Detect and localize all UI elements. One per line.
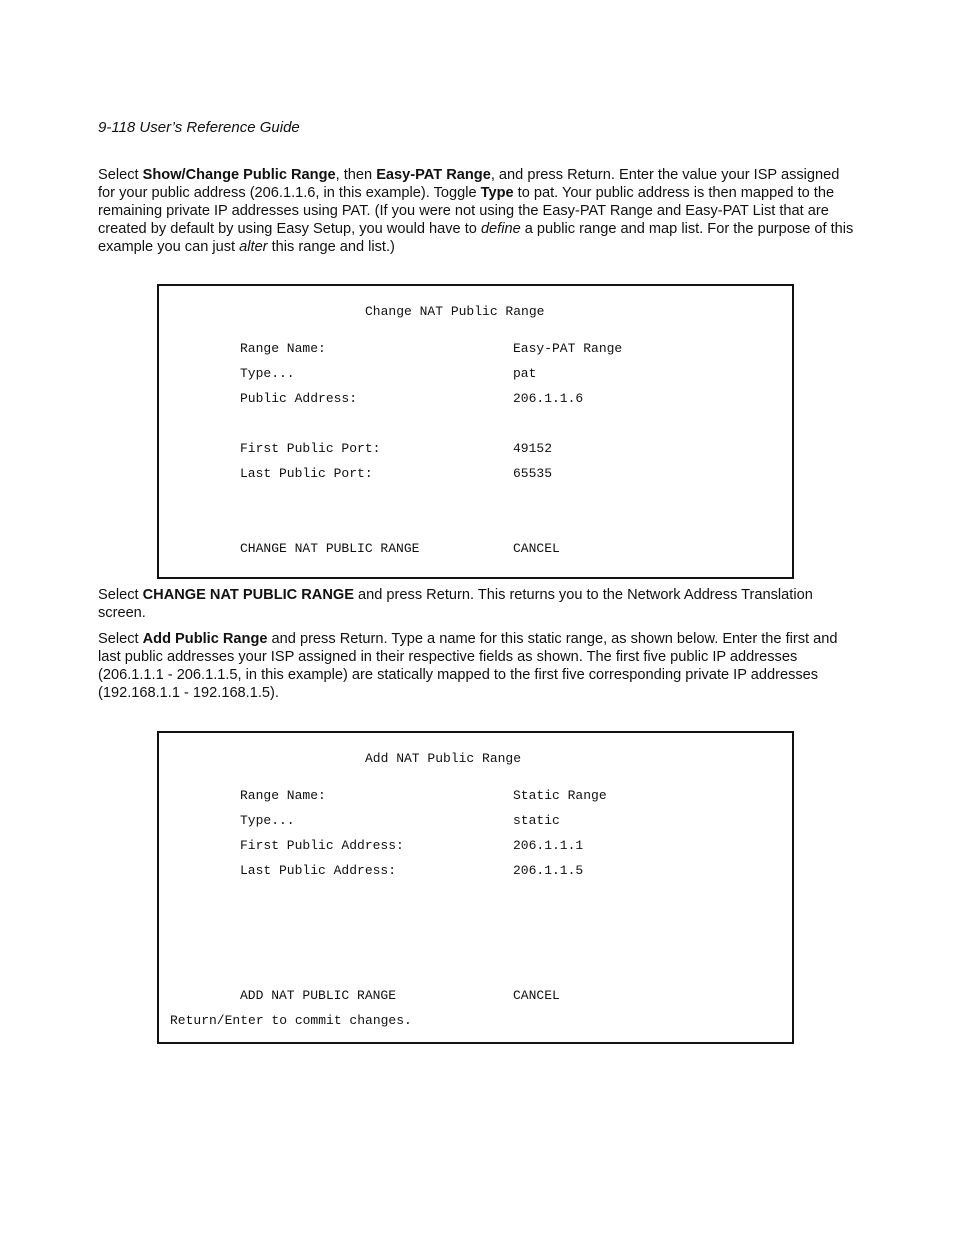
last-public-port-label: Last Public Port: xyxy=(240,466,373,481)
cancel-button[interactable]: CANCEL xyxy=(513,541,560,556)
paragraph-change-nat-public-range: Select CHANGE NAT PUBLIC RANGE and press Return. This returns you to the Network Address Translation screen. xyxy=(98,587,813,621)
range-name-field[interactable]: Easy-PAT Range xyxy=(513,341,623,356)
first-public-address-field[interactable]: 206.1.1.1 xyxy=(513,838,584,853)
page-header: 9-118 User’s Reference Guide xyxy=(98,119,300,136)
first-public-port-field[interactable]: 49152 xyxy=(513,441,553,456)
first-public-address-label: First Public Address: xyxy=(240,838,404,853)
type-label[interactable]: Type... xyxy=(240,813,295,828)
range-name-field[interactable]: Static Range xyxy=(513,788,607,803)
screen-title: Add NAT Public Range xyxy=(365,751,522,766)
first-public-port-label: First Public Port: xyxy=(240,441,381,456)
status-hint: Return/Enter to commit changes. xyxy=(170,1013,412,1028)
change-nat-public-range-button[interactable]: CHANGE NAT PUBLIC RANGE xyxy=(240,541,420,556)
paragraph-show-change-public-range: Select Show/Change Public Range, then Easy-PAT Range, and press Return. Enter the value your ISP assigned for your public address (206.1.1.6, in this example). Toggle Type to pat. Your public address is then mapped to the remaining private IP addresses using PAT. (If you were not using the Easy-PAT Range and Easy-PAT List that are created by default by using Easy Setup, you would have to define a public range and map list. For the purpose of this example you can just alter this range and list.) xyxy=(98,167,854,255)
cancel-button[interactable]: CANCEL xyxy=(513,988,560,1003)
add-nat-public-range-screen xyxy=(157,731,794,1044)
paragraph-add-public-range: Select Add Public Range and press Return. Type a name for this static range, as shown below. Enter the first and last public addresses your ISP assigned in their respective fields as shown. The first five public IP addresses (206.1.1.1 - 206.1.1.5, in this example) are statically mapped to the first five corresponding private IP addresses (192.168.1.1 - 192.168.1.5). xyxy=(98,631,838,701)
type-value[interactable]: static xyxy=(513,813,560,828)
public-address-label: Public Address: xyxy=(240,391,358,406)
screen-title: Change NAT Public Range xyxy=(365,304,545,319)
change-nat-public-range-screen xyxy=(157,284,794,579)
type-label[interactable]: Type... xyxy=(240,366,295,381)
range-name-label: Range Name: xyxy=(240,341,326,356)
type-value[interactable]: pat xyxy=(513,366,537,381)
public-address-field[interactable]: 206.1.1.6 xyxy=(513,391,584,406)
last-public-address-label: Last Public Address: xyxy=(240,863,397,878)
add-nat-public-range-button[interactable]: ADD NAT PUBLIC RANGE xyxy=(240,988,397,1003)
last-public-address-field[interactable]: 206.1.1.5 xyxy=(513,863,584,878)
range-name-label: Range Name: xyxy=(240,788,326,803)
last-public-port-field[interactable]: 65535 xyxy=(513,466,553,481)
